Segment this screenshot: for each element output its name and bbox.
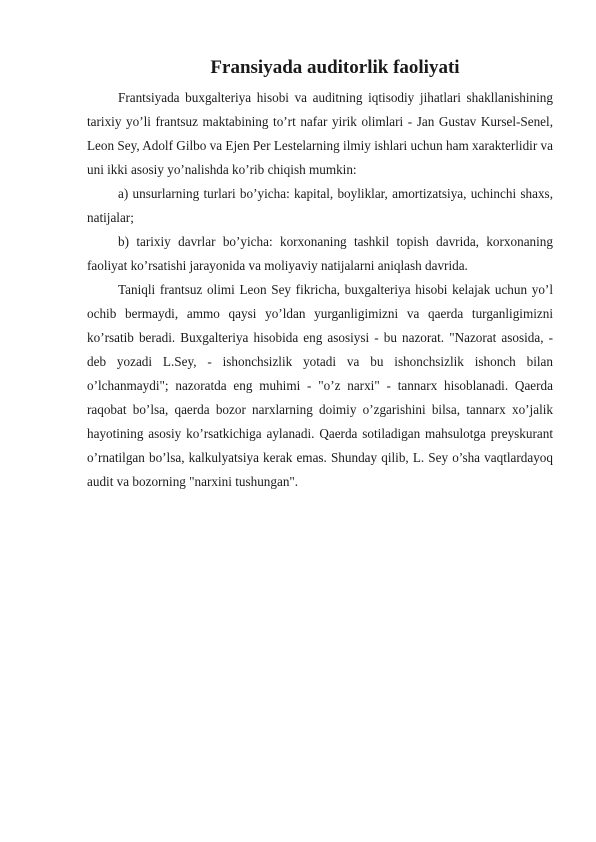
paragraph-leon-sey: Taniqli frantsuz olimi Leon Sey fikricha, buxgalteriya hisobi kelajak uchun yo’l ochib bermaydi, ammo qaysi yo’ldan yurganligimizni va qaerda turganligimizni ko’rsatib beradi. Buxgalteriya hisobida eng asosiysi - bu nazorat. "Nazorat asosida, - deb yozadi L.Sey, - ishonchsizlik yotadi va bu ishonchsizlik ishonch bilan o’lchanmaydi"; nazoratda eng muhimi - "o’z narxi" - tannarx hisoblanadi. Qaerda raqobat bo’lsa, qaerda bozor narxlarning doimiy o’zgarishini bilsa, tannarx xo’jalik hayotining asosiy ko’rsatkichiga aylanadi. Qaerda sotiladigan mahsulotga preyskurant o’rnatilgan bo’lsa, kalkulyatsiya kerak emas. Shunday qilib, L. Sey o’sha vaqtlardayoq audit va bozorning "narxini tushungan". [87,282,553,489]
paragraph-item-a: a) unsurlarning turlari bo’yicha: kapital, boyliklar, amortizatsiya, uchinchi shaxs, natijalar; [87,186,553,225]
paragraph-item-b: b) tarixiy davrlar bo’yicha: korxonaning tashkil topish davrida, korxonaning faoliyat ko’rsatishi jarayonida va moliyaviy natijalarni aniqlash davrida. [87,234,553,273]
paragraph-intro: Frantsiyada buxgalteriya hisobi va auditning iqtisodiy jihatlari shakllanishining tarixiy yo’li frantsuz maktabining to’rt nafar yirik olimlari - Jan Gustav Kursel-Senel, Leon Sey, Adolf Gilbo va Ejen Per Lestelarning ilmiy ishlari uchun ham xarakterlidir va uni ikki asosiy yo’nalishda ko’rib chiqish mumkin: [87,90,553,177]
document-title: Fransiyada auditorlik faoliyati [210,57,460,78]
document-page [87,56,553,494]
